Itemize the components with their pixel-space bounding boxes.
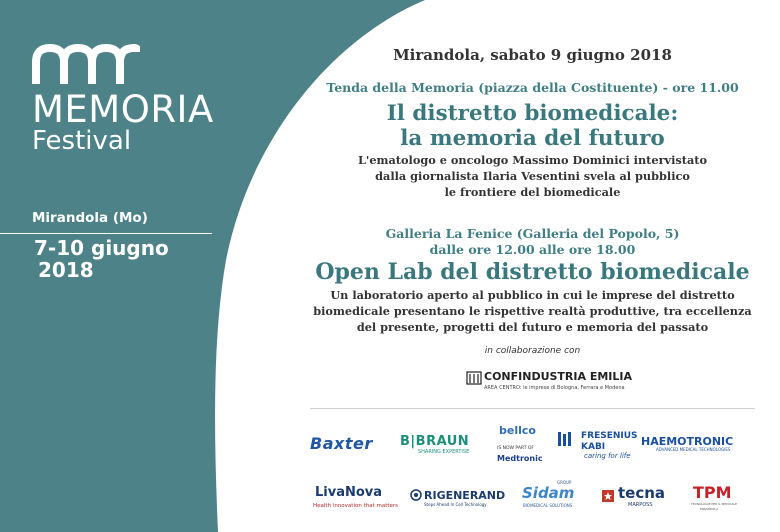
fresenius-bars-icon <box>557 430 575 448</box>
sponsor-kabi: KABI <box>581 442 606 452</box>
sponsor-tpm-city: MIRANDOLA <box>700 507 719 511</box>
event2-place-line: Galleria La Fenice (Galleria del Popolo, 5) <box>385 226 680 241</box>
event2-description <box>305 287 760 335</box>
mm-arches-icon <box>32 44 140 88</box>
collaboration-label: in collaborazione con <box>484 346 581 356</box>
event1-desc-line: le frontiere del biomedicale <box>444 185 621 199</box>
partner-subtitle: AREA CENTRO: le imprese di Bologna, Ferrara e Modena <box>484 385 625 391</box>
sponsor-baxter: Baxter <box>310 434 373 453</box>
sponsor-livanova: LivaNova <box>315 485 383 500</box>
sponsor-tpm: TPM <box>693 483 732 502</box>
sponsor-rigenerand: RIGENERAND <box>424 489 506 502</box>
event2-place <box>305 226 760 258</box>
sponsor-fresenius-tagline: caring for life <box>584 452 631 460</box>
sponsor-sidam-group: GROUP <box>557 480 572 485</box>
rigenerand-cell-icon <box>410 489 422 501</box>
sponsor-bellco-name: bellco <box>499 424 536 437</box>
sponsor-haemotronic: HAEMOTRONIC <box>641 435 734 448</box>
sponsor-bellco-tagline: IS NOW PART OF <box>497 446 535 451</box>
sponsors-divider <box>310 408 755 409</box>
building-icon <box>466 370 482 386</box>
sponsor-tpm-tagline: TECNOLOGIE PER IL MEDICALE <box>691 502 738 506</box>
event1-title-line2: la memoria del futuro <box>400 126 665 151</box>
sponsor-sidam-tagline: BIOMEDICAL SOLUTIONS <box>523 503 573 508</box>
event1-description <box>305 152 760 200</box>
festival-year: 2018 <box>38 258 94 282</box>
brand-title: MEMORIA <box>32 88 214 131</box>
sponsor-medtronic: Medtronic <box>497 454 543 463</box>
festival-location: Mirandola (Mo) <box>32 210 148 226</box>
sponsor-rigenerand-tagline: Steps Ahead In Cell Technology <box>424 502 487 507</box>
sponsor-bellco <box>495 424 545 468</box>
sponsor-bbraun: B|BRAUN <box>400 434 470 449</box>
partner-name: CONFINDUSTRIA EMILIA <box>484 370 633 383</box>
sponsor-haemotronic-tagline: ADVANCED MEDICAL TECHNOLOGIES <box>656 447 731 452</box>
event2-desc-line: Un laboratorio aperto al pubblico in cui le imprese del distretto <box>330 288 735 302</box>
sponsor-tecna: tecna <box>618 484 666 502</box>
sponsor-livanova-tagline: Health innovation that matters <box>313 503 399 509</box>
sponsor-fresenius: FRESENIUS <box>581 431 638 441</box>
sponsor-bbraun-tagline: SHARING EXPERTISE <box>418 449 470 455</box>
sponsor-sidam: Sidam <box>522 484 575 502</box>
event1-desc-line: dalla giornalista Ilaria Vesentini svela al pubblico <box>375 169 690 183</box>
event-date: Mirandola, sabato 9 giugno 2018 <box>393 46 672 64</box>
sponsor-marposs: MARPOSS <box>628 502 653 508</box>
event1-desc-line: L'ematologo e oncologo Massimo Dominici intervistato <box>357 153 708 167</box>
confindustria-logo <box>466 368 633 396</box>
event1-title-line1: Il distretto biomedicale: <box>386 101 679 126</box>
location-divider <box>0 233 212 234</box>
festival-dates: 7-10 giugno <box>34 236 169 260</box>
event2-desc-line: del presente, progetti del futuro e memoria del passato <box>356 320 709 334</box>
event1-place: Tenda della Memoria (piazza della Costituente) - ore 11.00 <box>326 80 739 95</box>
event2-desc-line: biomedicale presentano le rispettive realtà produttive, tra eccellenza <box>313 304 752 318</box>
brand-subtitle: Festival <box>32 126 132 156</box>
event2-time-line: dalle ore 12.00 alle ore 18.00 <box>429 242 636 257</box>
tecna-star-icon <box>601 489 615 503</box>
event2-title: Open Lab del distretto biomedicale <box>315 259 750 285</box>
